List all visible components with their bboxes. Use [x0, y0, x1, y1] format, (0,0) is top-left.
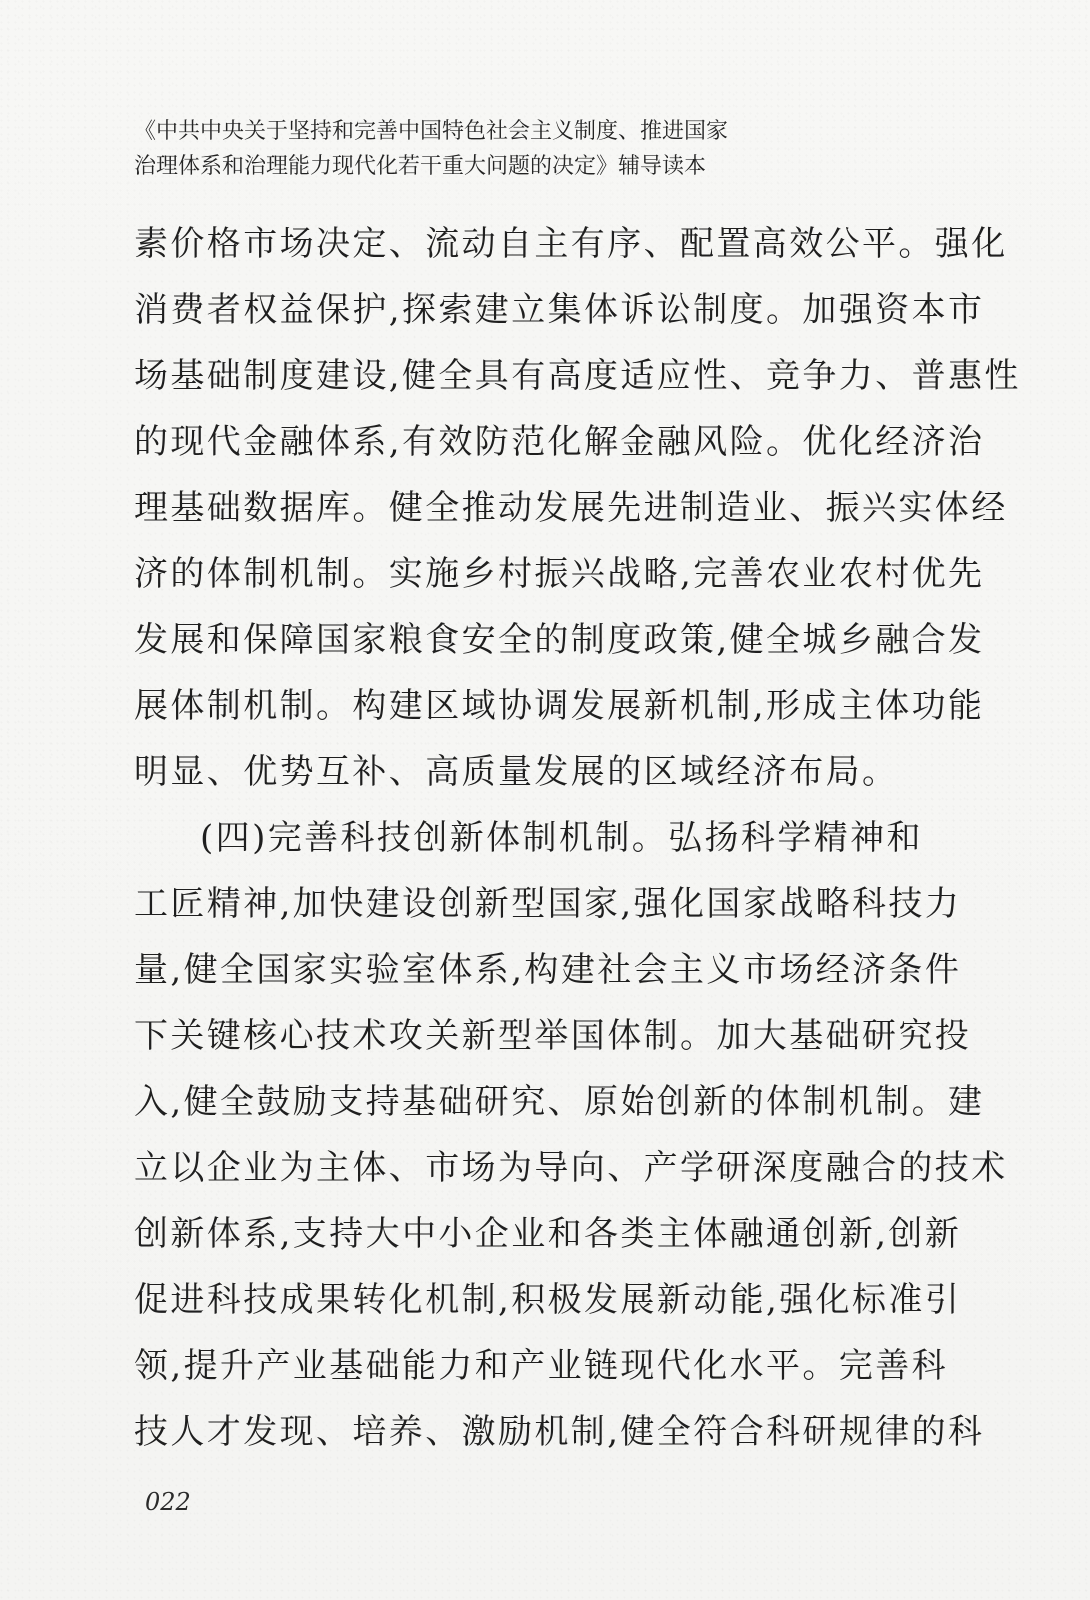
section-heading-line: (四)完善科技创新体制机制。弘扬科学精神和: [200, 818, 923, 858]
running-header-line-1: 《中共中央关于坚持和完善中国特色社会主义制度、推进国家: [134, 119, 729, 144]
running-header-line-2: 治理体系和治理能力现代化若干重大问题的决定》辅导读本: [134, 154, 707, 179]
body-line: 济的体制机制。实施乡村振兴战略,完善农业农村优先: [134, 554, 985, 594]
body-line: 理基础数据库。健全推动发展先进制造业、振兴实体经: [134, 488, 1008, 528]
body-text: [134, 211, 1021, 1465]
body-line: 创新体系,支持大中小企业和各类主体融通创新,创新: [134, 1214, 962, 1254]
body-line: 的现代金融体系,有效防范化解金融风险。优化经济治: [134, 422, 985, 462]
body-line: 领,提升产业基础能力和产业链现代化水平。完善科: [134, 1346, 949, 1386]
body-line: 立以企业为主体、市场为导向、产学研深度融合的技术: [134, 1148, 1008, 1188]
body-line: 下关键核心技术攻关新型举国体制。加大基础研究投: [134, 1016, 972, 1056]
body-line: 明显、优势互补、高质量发展的区域经济布局。: [134, 752, 899, 792]
body-line: 素价格市场决定、流动自主有序、配置高效公平。强化: [134, 224, 1008, 264]
body-line: 消费者权益保护,探索建立集体诉讼制度。加强资本市: [134, 290, 985, 330]
page-number: 022: [145, 1488, 191, 1516]
running-header: [134, 114, 894, 184]
body-line: 技人才发现、培养、激励机制,健全符合科研规律的科: [134, 1412, 985, 1452]
body-line: 量,健全国家实验室体系,构建社会主义市场经济条件: [134, 950, 962, 990]
body-line: 入,健全鼓励支持基础研究、原始创新的体制机制。建: [134, 1082, 985, 1122]
body-line: 工匠精神,加快建设创新型国家,强化国家战略科技力: [134, 884, 962, 924]
body-line: 促进科技成果转化机制,积极发展新动能,强化标准引: [134, 1280, 962, 1320]
body-line: 展体制机制。构建区域协调发展新机制,形成主体功能: [134, 686, 985, 726]
body-line: 发展和保障国家粮食安全的制度政策,健全城乡融合发: [134, 620, 985, 660]
body-line: 场基础制度建设,健全具有高度适应性、竞争力、普惠性: [134, 356, 1021, 396]
